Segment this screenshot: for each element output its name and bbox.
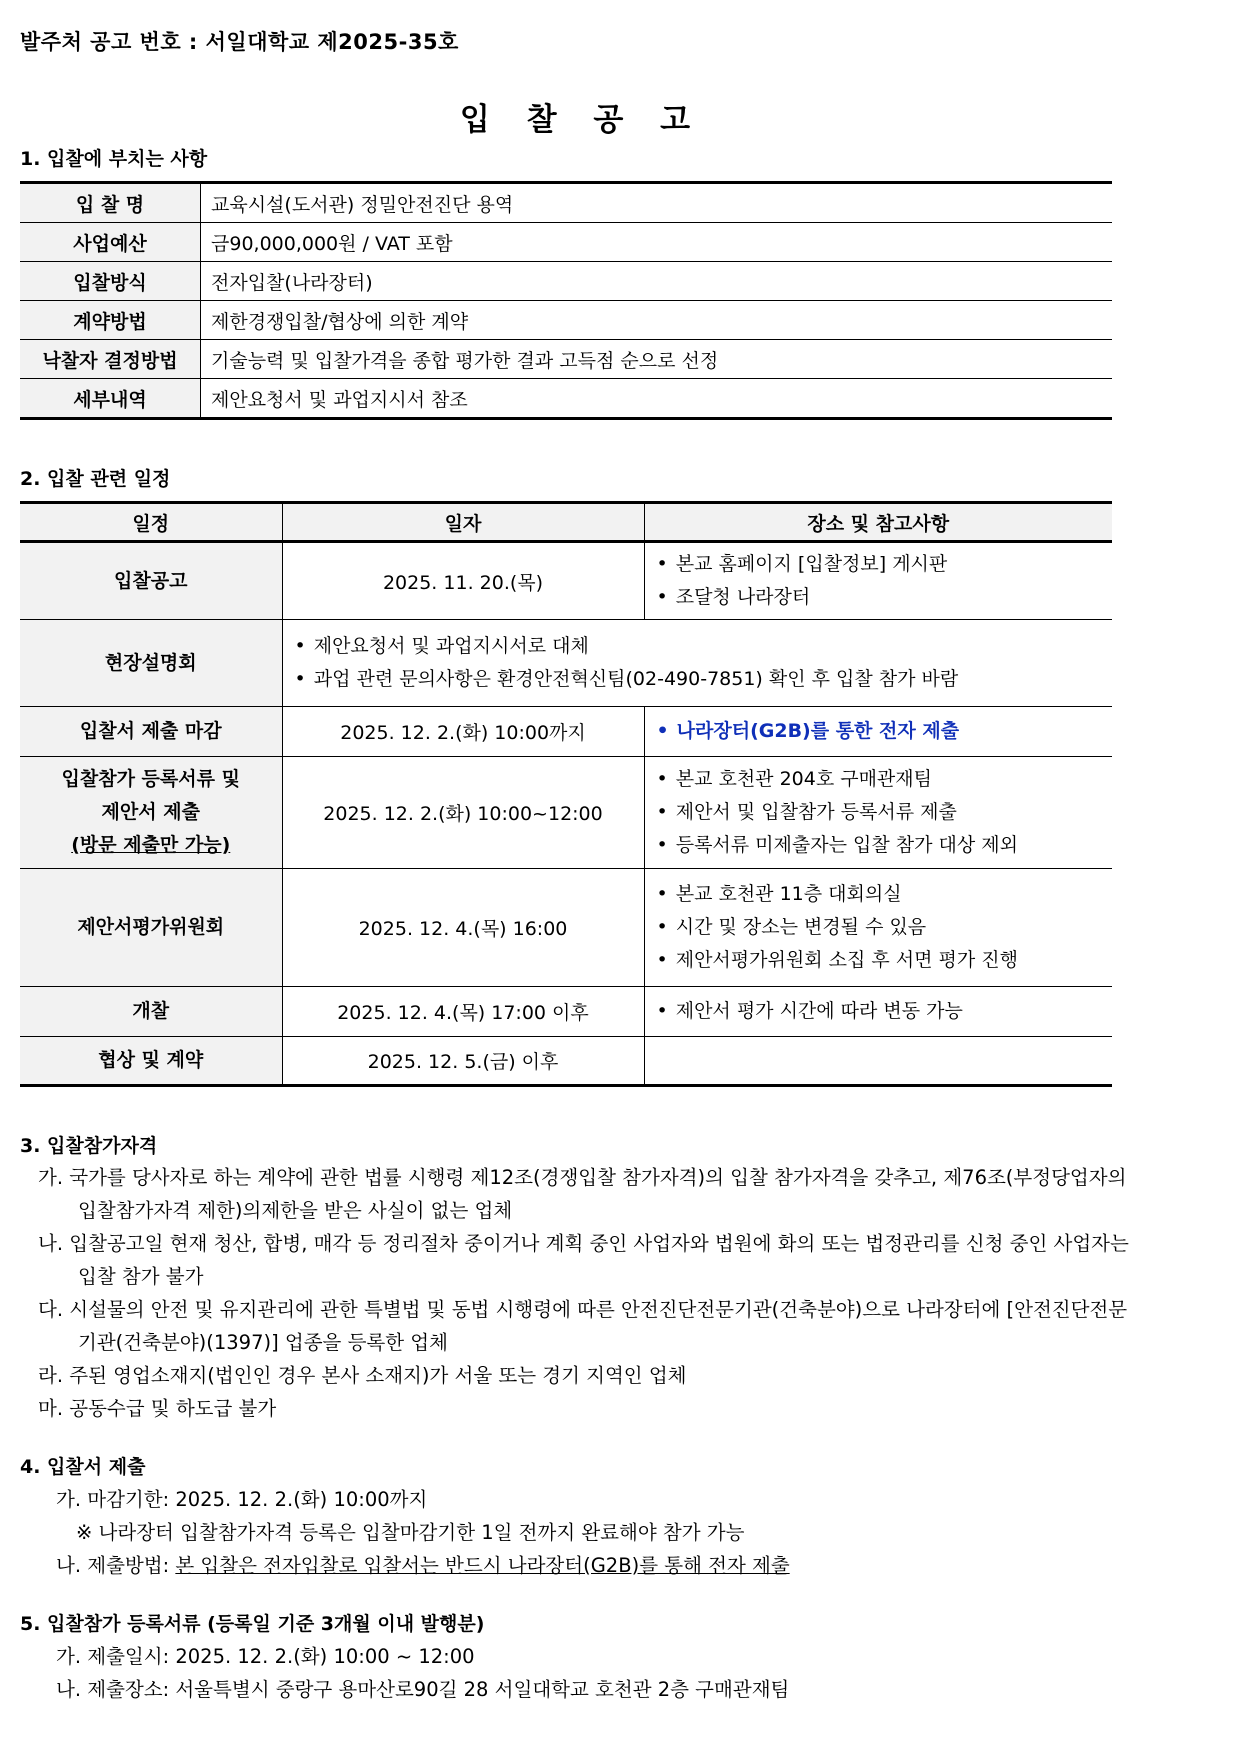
schedule-label: 현장설명회 [20,620,282,707]
list-item: • 과업 관련 문의사항은 환경안전혁신팀(02-490-7851) 확인 후 입찰 참가 바람 [295,663,1103,696]
label-line: 입찰참가 등록서류 및 [61,768,240,790]
schedule-date: 2025. 12. 2.(화) 10:00~12:00 [282,757,644,869]
schedule-notes [644,987,1112,1037]
table-row [20,262,1112,301]
list-item: • 등록서류 미제출자는 입찰 참가 대상 제외 [657,829,1103,862]
schedule-notes [644,542,1112,620]
row-label: 입 찰 명 [20,183,201,223]
table-row [20,301,1112,340]
qualification-item: 마. 공동수급 및 하도급 불가 [38,1397,277,1420]
table-row [20,869,1112,987]
schedule-label [20,757,282,869]
label-line: 제안서 제출 [101,801,200,823]
row-value: 제안요청서 및 과업지시서 참조 [211,388,468,411]
row-label: 낙찰자 결정방법 [20,340,201,379]
section2-heading: 2. 입찰 관련 일정 [20,468,171,490]
list-item: • 조달청 나라장터 [657,581,1103,614]
method-label: 나. 제출방법: [56,1554,176,1577]
table-row [20,183,1112,223]
column-header: 장소 및 참고사항 [644,503,1112,542]
schedule-notes [644,1037,1112,1086]
table-row [20,379,1112,419]
table-row [20,757,1112,869]
notice-page [20,26,1130,1706]
schedule-table [20,501,1112,1087]
schedule-label: 개찰 [20,987,282,1037]
table-row [20,340,1112,379]
schedule-date: 2025. 11. 20.(목) [282,542,644,620]
list-item: • 제안서 평가 시간에 따라 변동 가능 [657,995,1103,1028]
row-value: 전자입찰(나라장터) [201,262,1113,301]
submission-date-line: 가. 제출일시: 2025. 12. 2.(화) 10:00 ~ 12:00 [56,1645,475,1668]
schedule-notes [644,757,1112,869]
schedule-date: 2025. 12. 5.(금) 이후 [282,1037,644,1086]
submission-method-line [56,1549,1130,1582]
table-row [20,1037,1112,1086]
row-value: 기술능력 및 입찰가격을 종합 평가한 결과 고득점 순으로 선정 [201,340,1113,379]
list-item: • 본교 호천관 11층 대회의실 [657,878,1103,911]
table-header-row [20,503,1112,542]
list-item: • 시간 및 장소는 변경될 수 있음 [657,911,1103,944]
list-item: • 본교 호천관 204호 구매관재팀 [657,763,1103,796]
list-item: • 본교 홈페이지 [입찰정보] 게시판 [657,548,1103,581]
schedule-merged-notes [282,620,1112,707]
schedule-date: 2025. 12. 2.(화) 10:00까지 [282,707,644,757]
row-value: 교육시설(도서관) 정밀안전진단 용역 [201,183,1113,223]
schedule-label: 입찰공고 [20,542,282,620]
page-title: 입 찰 공 고 [459,102,691,138]
row-label: 입찰방식 [20,262,201,301]
qualification-item: 가. 국가를 당사자로 하는 계약에 관한 법률 시행령 제12조(경쟁입찰 참가자격)의 입찰 참가자격을 갖추고, 제76조(부정당업자의 입찰참가자격 제한)의제한을 받은 사실이 없는 업체 [38,1166,1127,1222]
schedule-notes [644,869,1112,987]
label-line: (방문 제출만 가능) [71,834,231,856]
section1-heading: 1. 입찰에 부치는 사항 [20,148,208,170]
table-row [20,707,1112,757]
row-label: 계약방법 [20,301,201,340]
schedule-notes [644,707,1112,757]
qualification-item: 나. 입찰공고일 현재 청산, 합병, 매각 등 정리절차 중이거나 계획 중인 사업자와 법원에 화의 또는 법정관리를 신청 중인 사업자는 입찰 참가 불가 [38,1232,1129,1288]
row-label: 사업예산 [20,223,201,262]
list-item: • 제안서 및 입찰참가 등록서류 제출 [657,796,1103,829]
deadline-line: 가. 마감기한: 2025. 12. 2.(화) 10:00까지 [56,1488,428,1511]
schedule-label: 협상 및 계약 [20,1037,282,1086]
list-item: • 제안요청서 및 과업지시서로 대체 [295,630,1103,663]
method-text: 본 입찰은 전자입찰로 입찰서는 반드시 나라장터(G2B)를 통해 전자 제출 [175,1554,790,1577]
table-row [20,620,1112,707]
column-header: 일정 [20,503,282,542]
schedule-date: 2025. 12. 4.(목) 16:00 [282,869,644,987]
section4-heading: 4. 입찰서 제출 [20,1456,146,1478]
qualification-item: 라. 주된 영업소재지(법인인 경우 본사 소재지)가 서울 또는 경기 지역인 업체 [38,1364,687,1387]
schedule-label: 입찰서 제출 마감 [20,707,282,757]
table-row [20,987,1112,1037]
bid-info-table [20,181,1112,420]
table-row [20,223,1112,262]
note-line: ※ 나라장터 입찰참가자격 등록은 입찰마감기한 1일 전까지 완료해야 참가 가능 [76,1521,745,1544]
section3-heading: 3. 입찰참가자격 [20,1135,158,1157]
row-label: 세부내역 [20,379,201,419]
qualification-item: 다. 시설물의 안전 및 유지관리에 관한 특별법 및 동법 시행령에 따른 안전진단전문기관(건축분야)으로 나라장터에 [안전진단전문기관(건축분야)(1397)] 업종을 등록한 업체 [38,1298,1128,1354]
list-item: • 제안서평가위원회 소집 후 서면 평가 진행 [657,944,1103,977]
notice-number: 발주처 공고 번호 : 서일대학교 제2025-35호 [20,30,459,54]
schedule-label: 제안서평가위원회 [20,869,282,987]
submission-place-line: 나. 제출장소: 서울특별시 중랑구 용마산로90길 28 서일대학교 호천관 2층 구매관재팀 [56,1678,790,1701]
row-value: 제한경쟁입찰/협상에 의한 계약 [201,301,1113,340]
section5-heading: 5. 입찰참가 등록서류 (등록일 기준 3개월 이내 발행분) [20,1613,485,1635]
row-value: 금90,000,000원 / VAT 포함 [201,223,1113,262]
column-header: 일자 [282,503,644,542]
table-row [20,542,1112,620]
highlighted-list-item: • 나라장터(G2B)를 통한 전자 제출 [657,715,1103,748]
schedule-date: 2025. 12. 4.(목) 17:00 이후 [282,987,644,1037]
